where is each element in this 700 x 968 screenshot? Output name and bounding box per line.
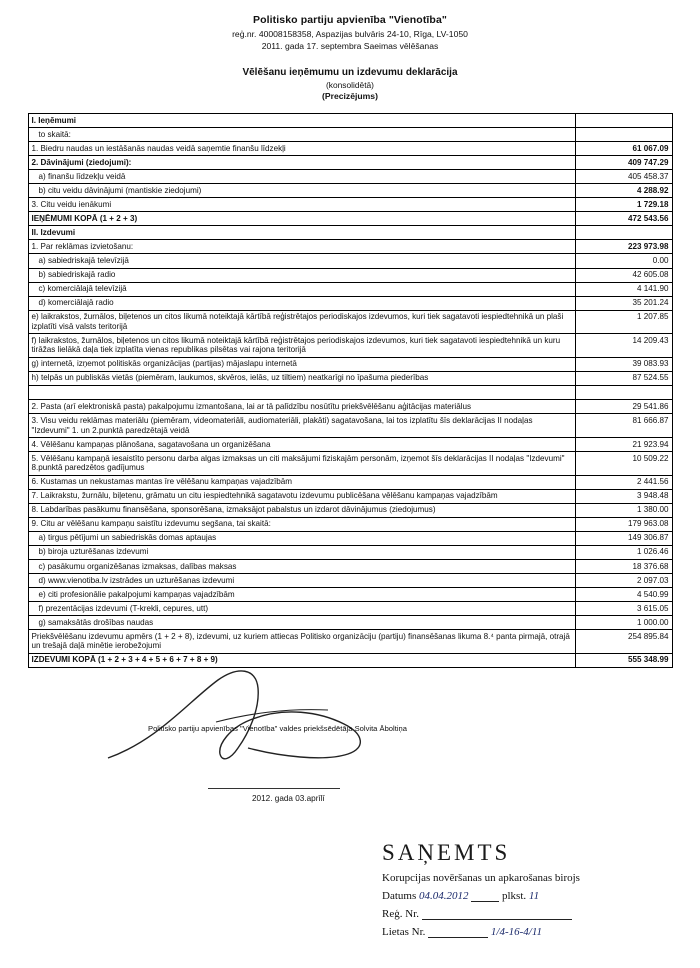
- document-subtitle: (konsolidētā): [326, 80, 374, 90]
- document-header: [0, 0, 700, 101]
- row-label: c) komerciālajā televīzijā: [28, 282, 575, 296]
- table-row: [28, 545, 672, 559]
- table-row: [28, 282, 672, 296]
- signature-rule: [208, 788, 340, 789]
- table-row: [28, 170, 672, 184]
- signature-caption: Politisko partiju apvienības "Vienotība" valdes priekšsēdētāja Solvita Āboltiņa: [148, 723, 407, 733]
- organization-registration: reģ.nr. 40008158358, Aspazijas bulvāris 24-10, Rīga, LV-1050: [232, 29, 468, 39]
- row-label: 1. Biedru naudas un iestāšanās naudas veidā saņemtie finanšu līdzekļi: [28, 142, 575, 156]
- organization-name: Politisko partiju apvienība "Vienotība": [253, 14, 447, 26]
- row-label: 3. Visu veidu reklāmas materiālu (piemēram, videomateriāli, audiomateriāli, plakāti) sagatavošana, lai tos izplatītu šīs deklarācijas II nodaļas "Izdevumi" 1. un 2.punktā paredzētajā veidā: [28, 414, 575, 438]
- row-amount: 1 729.18: [575, 198, 672, 212]
- row-amount: 179 963.08: [575, 517, 672, 531]
- table-row: [28, 616, 672, 630]
- table-row: [28, 212, 672, 226]
- row-label: b) sabiedriskajā radio: [28, 268, 575, 282]
- row-label: f) prezentācijas izdevumi (T-krekli, cepures, utt): [28, 602, 575, 616]
- table-row: [28, 240, 672, 254]
- table-row: [28, 438, 672, 452]
- signature-date: 2012. gada 03.aprīlī: [252, 793, 325, 803]
- stamp-case-line: [382, 926, 682, 938]
- row-label: 3. Citu veidu ienākumi: [28, 198, 575, 212]
- row-amount: 4 141.90: [575, 282, 672, 296]
- row-label: II. Izdevumi: [28, 226, 575, 240]
- table-row: [28, 517, 672, 531]
- row-label: 2. Pasta (arī elektroniskā pasta) pakalpojumu izmantošana, lai ar tā palīdzību nosūtītu priekšvēlēšanu aģitācijas materiālus: [28, 400, 575, 414]
- table-row: [28, 334, 672, 358]
- row-amount: 18 376.68: [575, 560, 672, 574]
- row-amount: 2 441.56: [575, 475, 672, 489]
- row-label: a) sabiedriskajā televīzijā: [28, 254, 575, 268]
- table-row: [28, 310, 672, 334]
- row-amount: 1 026.46: [575, 545, 672, 559]
- stamp-date-rule: [471, 891, 499, 902]
- table-row: [28, 630, 672, 654]
- row-amount: 1 000.00: [575, 616, 672, 630]
- table-row: [28, 128, 672, 142]
- row-amount: 472 543.56: [575, 212, 672, 226]
- row-label: to skaitā:: [28, 128, 575, 142]
- row-label: d) komerciālajā radio: [28, 296, 575, 310]
- row-label: c) pasākumu organizēšanas izmaksas, dalības maksas: [28, 560, 575, 574]
- table-row-spacer: [28, 385, 672, 400]
- row-amount: 87 524.55: [575, 371, 672, 385]
- row-label: a) finanšu līdzekļu veidā: [28, 170, 575, 184]
- table-row: [28, 268, 672, 282]
- row-amount: 223 973.98: [575, 240, 672, 254]
- row-label: b) citu veidu dāvinājumi (mantiskie ziedojumi): [28, 184, 575, 198]
- row-label: 5. Vēlēšanu kampaņā iesaistīto personu darba algas izmaksas un citi maksājumi fiziskajām personām, izņemot šīs deklarācijas II nodaļas "Izdevumi" 8.punktā paredzētos gadījumus: [28, 452, 575, 476]
- stamp-reg-line: [382, 908, 682, 920]
- row-amount: [575, 128, 672, 142]
- stamp-time-label: plkst.: [501, 890, 527, 902]
- table-row: [28, 198, 672, 212]
- table-row: [28, 503, 672, 517]
- row-label: e) laikrakstos, žurnālos, biļetenos un citos likumā noteiktajā kārtībā reģistrētajos periodiskajos izdevumos, kuri tiek sagatavoti iespiedtehnikā un plaši izplatīti visā valsts teritorijā: [28, 310, 575, 334]
- row-label: g) internetā, izņemot politiskās organizācijas (partijas) mājaslapu internetā: [28, 357, 575, 371]
- row-amount: 1 207.85: [575, 310, 672, 334]
- row-amount: [575, 385, 672, 400]
- row-label: 6. Kustamas un nekustamas mantas īre vēlēšanu kampaņas vajadzībām: [28, 475, 575, 489]
- stamp-date-value: 04.04.2012: [418, 890, 469, 902]
- row-amount: 10 509.22: [575, 452, 672, 476]
- row-label: a) tirgus pētījumi un sabiedriskās domas aptaujas: [28, 531, 575, 545]
- row-label: 4. Vēlēšanu kampaņas plānošana, sagatavošana un organizēšana: [28, 438, 575, 452]
- row-amount: 42 605.08: [575, 268, 672, 282]
- row-label: 7. Laikrakstu, žurnālu, biļetenu, grāmatu un citu iespiedtehnikā sagatavotu izdevumu publicēšana vēlēšanu kampaņas vajadzībām: [28, 489, 575, 503]
- row-amount: 405 458.37: [575, 170, 672, 184]
- table-row: [28, 560, 672, 574]
- table-row: [28, 254, 672, 268]
- row-label: I. Ieņēmumi: [28, 114, 575, 128]
- stamp-authority-text: Korupcijas novēršanas un apkarošanas birojs: [382, 872, 580, 884]
- stamp-case-value: 1/4-16-4/11: [490, 926, 543, 938]
- table-row: [28, 489, 672, 503]
- table-row: [28, 400, 672, 414]
- declaration-table-body: [28, 114, 672, 668]
- table-row: [28, 574, 672, 588]
- row-amount: 61 067.09: [575, 142, 672, 156]
- table-row: [28, 357, 672, 371]
- row-amount: 3 615.05: [575, 602, 672, 616]
- row-label: Priekšvēlēšanu izdevumu apmērs (1 + 2 + 8), izdevumi, uz kuriem attiecas Politisko organizāciju (partiju) finansēšanas likuma 8.⁴ panta pirmajā, otrajā un trešajā daļā minētie ierobežojumi: [28, 630, 575, 654]
- row-amount: 0.00: [575, 254, 672, 268]
- stamp-case-label: Lietas Nr.: [382, 926, 426, 938]
- row-label: IEŅĒMUMI KOPĀ (1 + 2 + 3): [28, 212, 575, 226]
- table-row: [28, 156, 672, 170]
- row-amount: 29 541.86: [575, 400, 672, 414]
- stamp-reg-label: Reģ. Nr.: [382, 908, 419, 920]
- row-amount: 35 201.24: [575, 296, 672, 310]
- row-label: f) laikrakstos, žurnālos, biļetenos un citos likumā noteiktajā kārtībā reģistrētajos periodiskajos izdevumos, kuri tiek sagatavoti iespiedtehnikā un kuru tirāžas lielākā daļa tiek izplatīta vienas republikas pilsētas vai rajona teritorijā: [28, 334, 575, 358]
- row-label: d) www.vienotiba.lv izstrādes un uzturēšanas izdevumi: [28, 574, 575, 588]
- table-row: [28, 226, 672, 240]
- row-label: 2. Dāvinājumi (ziedojumi):: [28, 156, 575, 170]
- stamp-date-label: Datums: [382, 890, 417, 902]
- table-row: [28, 531, 672, 545]
- row-amount: [575, 226, 672, 240]
- row-label: 8. Labdarības pasākumu finansēšana, sponsorēšana, izmaksājot pabalstus un izdarot dāvinājumus (ziedojumus): [28, 503, 575, 517]
- row-amount: 2 097.03: [575, 574, 672, 588]
- row-amount: [575, 114, 672, 128]
- row-amount: 4 288.92: [575, 184, 672, 198]
- row-label: IZDEVUMI KOPĀ (1 + 2 + 3 + 4 + 5 + 6 + 7 + 8 + 9): [28, 653, 575, 667]
- row-amount: 21 923.94: [575, 438, 672, 452]
- stamp-title: SAŅEMTS: [382, 840, 511, 865]
- row-amount: 39 083.93: [575, 357, 672, 371]
- table-row: [28, 296, 672, 310]
- table-row: [28, 602, 672, 616]
- table-row: [28, 475, 672, 489]
- row-amount: 3 948.48: [575, 489, 672, 503]
- table-row: [28, 184, 672, 198]
- stamp-case-rule: [428, 927, 488, 938]
- table-row: [28, 653, 672, 667]
- row-amount: 254 895.84: [575, 630, 672, 654]
- table-row: [28, 114, 672, 128]
- stamp-authority: [382, 872, 682, 884]
- row-amount: 1 380.00: [575, 503, 672, 517]
- row-amount: 409 747.29: [575, 156, 672, 170]
- table-row: [28, 588, 672, 602]
- row-amount: 81 666.87: [575, 414, 672, 438]
- row-label: g) samaksātās drošības naudas: [28, 616, 575, 630]
- row-amount: 4 540.99: [575, 588, 672, 602]
- table-row: [28, 452, 672, 476]
- row-label: e) citi profesionālie pakalpojumi kampaņas vajadzībām: [28, 588, 575, 602]
- row-label: b) biroja uzturēšanas izdevumi: [28, 545, 575, 559]
- row-label: 9. Citu ar vēlēšanu kampaņu saistītu izdevumu segšana, tai skaitā:: [28, 517, 575, 531]
- document-title: Vēlēšanu ieņēmumu un izdevumu deklarācija: [242, 67, 458, 78]
- declaration-table: [28, 113, 673, 668]
- election-event: 2011. gada 17. septembra Saeimas vēlēšanas: [261, 41, 439, 51]
- row-label: [28, 385, 575, 400]
- stamp-date-line: [382, 890, 682, 902]
- document-subtitle-2: (Precizējums): [322, 91, 378, 101]
- table-row: [28, 142, 672, 156]
- row-label: 1. Par reklāmas izvietošanu:: [28, 240, 575, 254]
- stamp-reg-rule: [422, 909, 572, 920]
- row-amount: 149 306.87: [575, 531, 672, 545]
- row-label: h) telpās un publiskās vietās (piemēram, laukumos, skvēros, ielās, uz tiltiem) neatkarīgi no īpašuma piederības: [28, 371, 575, 385]
- row-amount: 555 348.99: [575, 653, 672, 667]
- table-row: [28, 414, 672, 438]
- received-stamp: [382, 840, 682, 938]
- stamp-time-value: 11: [528, 890, 540, 902]
- row-amount: 14 209.43: [575, 334, 672, 358]
- table-row: [28, 371, 672, 385]
